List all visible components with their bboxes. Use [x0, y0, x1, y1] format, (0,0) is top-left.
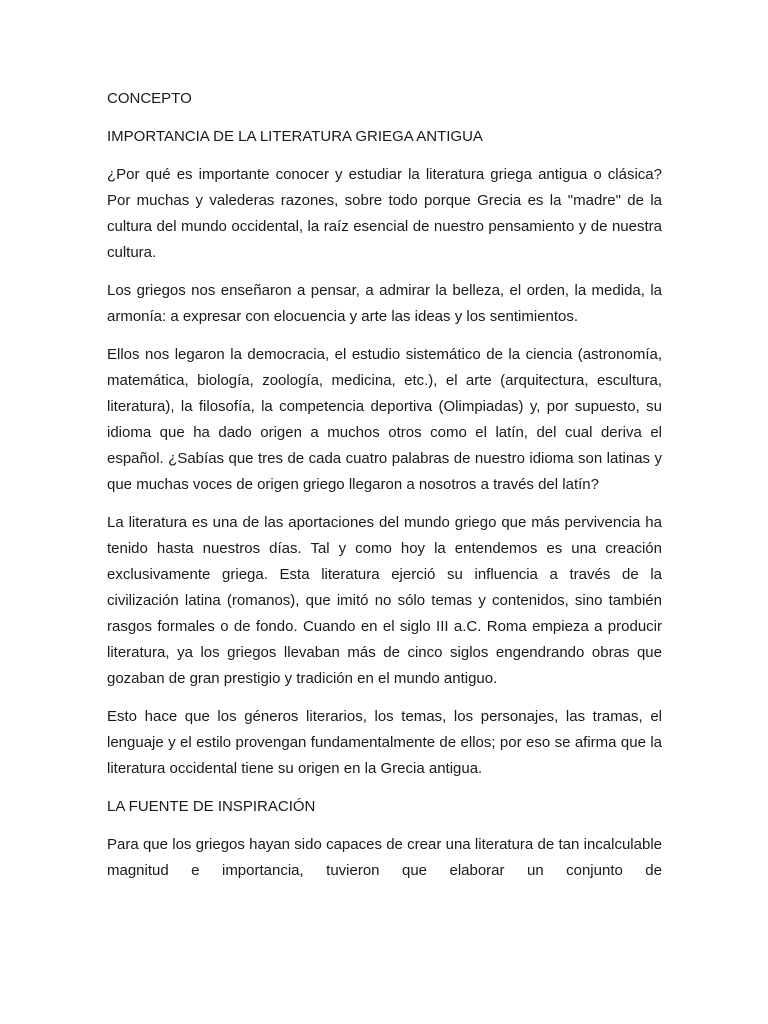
heading-importancia: IMPORTANCIA DE LA LITERATURA GRIEGA ANTIGUA — [107, 128, 483, 145]
paragraph-1: ¿Por qué es importante conocer y estudiar la literatura griega antigua o clásica? Por muchas y valederas razones, sobre todo porque Grecia es la "madre" de la cultura del mundo occidental, la raíz esencial de nuestro pensamiento y de nuestra cultura. — [107, 166, 662, 261]
heading-fuente-inspiracion: LA FUENTE DE INSPIRACIÓN — [107, 798, 316, 815]
paragraph-4: La literatura es una de las aportaciones del mundo griego que más pervivencia ha tenido hasta nuestros días. Tal y como hoy la entendemos es una creación exclusivamente griega. Esta literatura ejerció su influencia a través de la civilización latina (romanos), que imitó no sólo temas y contenidos, sino también rasgos formales o de fondo. Cuando en el siglo III a.C. Roma empieza a producir literatura, ya los griegos llevaban más de cinco siglos engendrando obras que gozaban de gran prestigio y tradición en el mundo antiguo. — [107, 514, 662, 687]
document-page — [107, 86, 662, 896]
heading-concepto: CONCEPTO — [107, 90, 192, 107]
paragraph-3: Ellos nos legaron la democracia, el estudio sistemático de la ciencia (astronomía, matemática, biología, zoología, medicina, etc.), el arte (arquitectura, escultura, literatura), la filosofía, la competencia deportiva (Olimpiadas) y, por supuesto, su idioma que ha dado origen a muchos otros como el latín, del cual deriva el español. ¿Sabías que tres de cada cuatro palabras de nuestro idioma son latinas y que muchas voces de origen griego llegaron a nosotros a través del latín? — [107, 346, 662, 493]
paragraph-5: Esto hace que los géneros literarios, los temas, los personajes, las tramas, el lenguaje y el estilo provengan fundamentalmente de ellos; por eso se afirma que la literatura occidental tiene su origen en la Grecia antigua. — [107, 708, 662, 777]
paragraph-6: Para que los griegos hayan sido capaces de crear una literatura de tan incalculable magnitud e importancia, tuvieron que elaborar un conjunto de — [107, 836, 662, 879]
paragraph-2: Los griegos nos enseñaron a pensar, a admirar la belleza, el orden, la medida, la armonía: a expresar con elocuencia y arte las ideas y los sentimientos. — [107, 282, 662, 325]
